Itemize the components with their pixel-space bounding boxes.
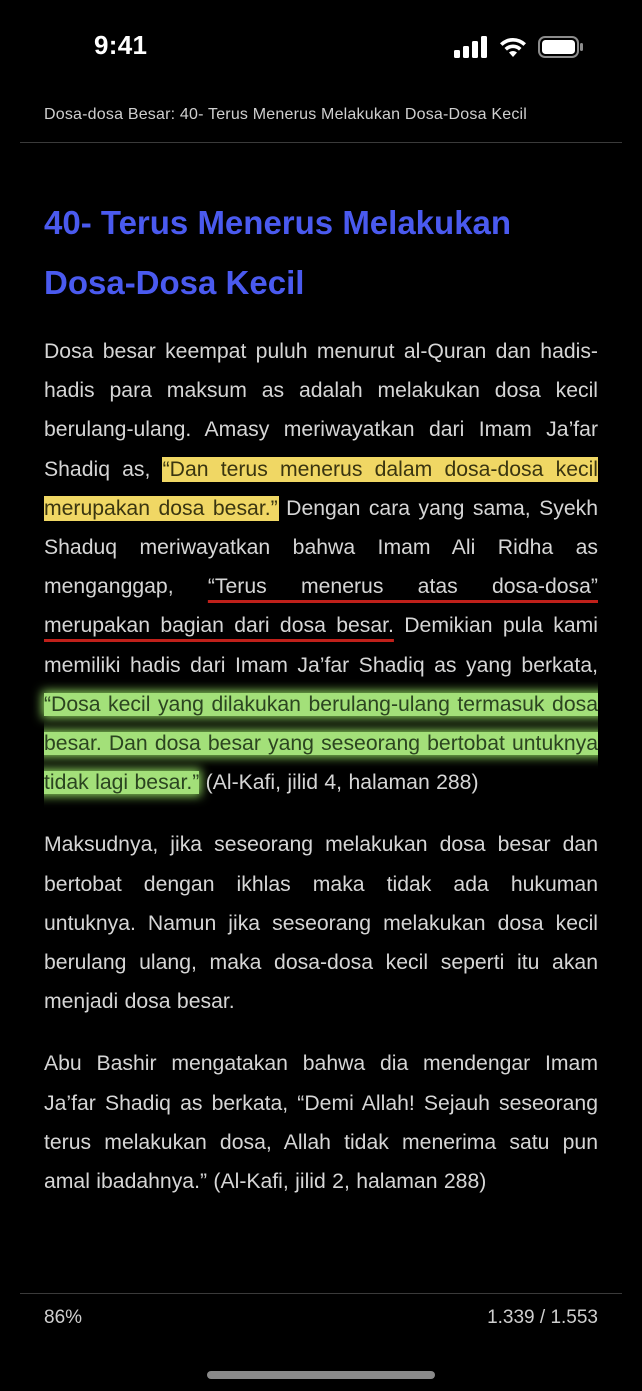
paragraph-3: Abu Bashir mengatakan bahwa dia mendengar Imam Ja’far Shadiq as berkata, “Demi Allah! Sejauh seseorang terus melakukan dosa, Allah tidak menerima satu pun amal ibadahnya.” (Al-Kafi, jilid 2, halaman 288) bbox=[44, 1052, 598, 1194]
paragraph-1-text-d: (Al-Kafi, jilid 4, halaman 288) bbox=[199, 771, 479, 795]
chapter-title: 40- Terus Menerus Melakukan Dosa-Dosa Kecil bbox=[44, 204, 512, 301]
status-time: 9:41 bbox=[94, 30, 148, 60]
wifi-icon bbox=[498, 36, 528, 58]
reading-progress: 86% bbox=[44, 1307, 83, 1328]
header-divider bbox=[20, 142, 622, 143]
status-bar bbox=[0, 0, 642, 95]
battery-icon bbox=[538, 36, 584, 58]
page-counter: 1.339 / 1.553 bbox=[487, 1307, 598, 1328]
footer-divider bbox=[20, 1293, 622, 1294]
highlight-yellow[interactable]: “Dan terus menerus dalam dosa-dosa kecil merupakan dosa besar.” bbox=[44, 457, 598, 520]
paragraph-1 bbox=[44, 332, 598, 802]
paragraph-1-text-a: Dosa besar keempat puluh menurut al-Quran dan hadis-hadis para maksum as adalah melakukan dosa kecil berulang-ulang. Amasy meriwayatkan dari Imam Ja’far Shadiq as, bbox=[44, 340, 598, 481]
status-icons bbox=[454, 36, 584, 58]
paragraph-1-text-b: Dengan cara yang sama, Syekh Shaduq meriwayatkan bahwa Imam Ali Ridha as menganggap, bbox=[44, 496, 598, 599]
cellular-signal-icon bbox=[454, 36, 488, 58]
paragraph-1-text-c: Demikian pula kami memiliki hadis dari Imam Ja’far Shadiq as yang berkata, bbox=[44, 614, 598, 677]
underline-red[interactable]: “Terus menerus atas dosa-dosa” merupakan bagian dari dosa besar. bbox=[44, 575, 598, 638]
home-indicator[interactable] bbox=[207, 1371, 435, 1379]
reading-content[interactable] bbox=[44, 332, 598, 1224]
book-header-title[interactable]: Dosa-dosa Besar: 40- Terus Menerus Melakukan Dosa-Dosa Kecil bbox=[44, 106, 528, 123]
highlight-green[interactable]: “Dosa kecil yang dilakukan berulang-ulang termasuk dosa besar. Dan dosa besar yang seseorang bertobat untuknya tidak lagi besar.” bbox=[44, 692, 598, 795]
paragraph-2: Maksudnya, jika seseorang melakukan dosa besar dan bertobat dengan ikhlas maka tidak ada hukuman untuknya. Namun jika seseorang melakukan dosa kecil berulang ulang, maka dosa-dosa kecil seperti itu akan menjadi dosa besar. bbox=[44, 833, 598, 1014]
